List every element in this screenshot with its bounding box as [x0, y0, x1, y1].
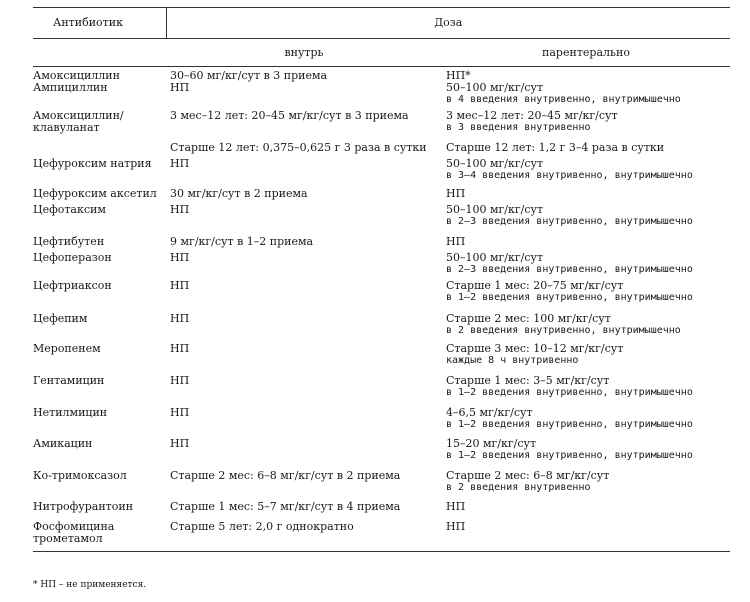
parenteral-dose-cell: [442, 110, 730, 142]
table-row: [33, 438, 730, 470]
table-row: [33, 236, 730, 252]
parenteral-route: в 1–2 введения внутривенно, внутримышечно: [446, 419, 693, 430]
parenteral-dose: НП: [446, 521, 466, 533]
drug-name: Цефуроксим натрия: [33, 158, 152, 170]
parenteral-route: в 3 введения внутривенно: [446, 122, 591, 133]
table-row: [33, 188, 730, 204]
drug-name-cell: [33, 375, 166, 407]
table-row: [33, 142, 730, 158]
drug-name-cell: [33, 142, 166, 158]
header-parenteral: парентерально: [442, 39, 730, 67]
header-oral: внутрь: [166, 39, 442, 67]
oral-dose-cell: НП: [170, 82, 190, 94]
parenteral-dose: Старше 2 мес: 6–8 мг/кг/сут: [446, 470, 610, 482]
drug-name-line2: клавуланат: [33, 121, 100, 134]
table-row: [33, 407, 730, 438]
drug-name-cell: [33, 110, 166, 142]
drug-name: Амоксициллин/: [33, 110, 124, 122]
drug-name: Гентамицин: [33, 375, 105, 387]
table-body: [33, 67, 730, 552]
parenteral-dose-cell: [442, 438, 730, 470]
dosage-table-container: [33, 7, 730, 552]
parenteral-dose-cell: [442, 82, 730, 110]
drug-name: Нитрофурантоин: [33, 501, 134, 513]
dosage-table: [33, 7, 730, 552]
drug-name-cell: [33, 188, 166, 204]
drug-name: Цефтриаксон: [33, 280, 112, 292]
drug-name: Цефуроксим аксетил: [33, 188, 157, 200]
table-row: [33, 313, 730, 343]
parenteral-dose-cell: [442, 407, 730, 438]
parenteral-route: в 2–3 введения внутривенно, внутримышечно: [446, 264, 693, 275]
header-antibiotic: Антибиотик: [33, 8, 166, 39]
oral-dose-cell: Старше 5 лет: 2,0 г однократно: [170, 521, 354, 533]
oral-dose-cell: НП: [170, 204, 190, 216]
parenteral-dose: Старше 1 мес: 20–75 мг/кг/сут: [446, 280, 624, 292]
drug-name: Цефтибутен: [33, 236, 105, 248]
parenteral-route: в 4 введения внутривенно, внутримышечно: [446, 94, 681, 105]
parenteral-dose-cell: [442, 236, 730, 252]
parenteral-dose: Старше 2 мес: 100 мг/кг/сут: [446, 313, 611, 325]
oral-dose-cell: Старше 12 лет: 0,375–0,625 г 3 раза в сутки: [170, 142, 427, 154]
drug-name-cell: [33, 343, 166, 375]
parenteral-dose: 15–20 мг/кг/сут: [446, 438, 537, 450]
oral-dose-cell: НП: [170, 158, 190, 170]
parenteral-dose-cell: [442, 204, 730, 236]
oral-dose-cell: НП: [170, 375, 190, 387]
drug-name-cell: [33, 407, 166, 438]
drug-name-cell: [33, 67, 166, 83]
header-empty: [33, 39, 166, 67]
drug-name-cell: [33, 470, 166, 501]
drug-name: Амикацин: [33, 438, 93, 450]
table-row: [33, 470, 730, 501]
parenteral-route: в 2 введения внутривенно: [446, 482, 591, 493]
drug-name-cell: [33, 521, 166, 551]
drug-name-cell: [33, 158, 166, 188]
parenteral-dose: 50–100 мг/кг/сут: [446, 204, 544, 216]
parenteral-route: в 3–4 введения внутривенно, внутримышечно: [446, 170, 693, 181]
table-row: [33, 521, 730, 551]
parenteral-dose-cell: [442, 158, 730, 188]
oral-dose-cell: 30 мг/кг/сут в 2 приема: [170, 188, 308, 200]
table-row: [33, 252, 730, 280]
table-row: [33, 158, 730, 188]
parenteral-dose: Старше 12 лет: 1,2 г 3–4 раза в сутки: [446, 142, 665, 154]
drug-name-cell: [33, 438, 166, 470]
parenteral-dose: 3 мес–12 лет: 20–45 мг/кг/сут: [446, 110, 618, 122]
parenteral-route: в 1–2 введения внутривенно, внутримышечно: [446, 387, 693, 398]
parenteral-dose: НП: [446, 188, 466, 200]
drug-name-cell: [33, 501, 166, 521]
drug-name-cell: [33, 252, 166, 280]
oral-dose-cell: НП: [170, 280, 190, 292]
parenteral-dose-cell: [442, 280, 730, 313]
parenteral-route: в 1–2 введения внутривенно, внутримышечно: [446, 292, 693, 303]
table-row: [33, 501, 730, 521]
drug-name-cell: [33, 204, 166, 236]
drug-name: Ампициллин: [33, 82, 108, 94]
drug-name: Амоксициллин: [33, 69, 120, 82]
drug-name-cell: [33, 82, 166, 110]
oral-dose-cell: 3 мес–12 лет: 20–45 мг/кг/сут в 3 приема: [170, 110, 409, 122]
table-row: [33, 204, 730, 236]
parenteral-dose-cell: [442, 343, 730, 375]
table-row: [33, 375, 730, 407]
oral-dose-cell: НП: [170, 438, 190, 450]
drug-name: Меропенем: [33, 343, 101, 355]
parenteral-dose: НП: [446, 236, 466, 248]
parenteral-dose-cell: [442, 252, 730, 280]
table-row: [33, 280, 730, 313]
parenteral-dose-cell: [442, 142, 730, 158]
table-row: [33, 343, 730, 375]
oral-dose-cell: НП: [170, 407, 190, 419]
parenteral-dose: Старше 1 мес: 3–5 мг/кг/сут: [446, 375, 610, 387]
table-row: [33, 110, 730, 142]
parenteral-dose-cell: [442, 313, 730, 343]
oral-dose-cell: НП: [170, 252, 190, 264]
drug-name-line2: трометамол: [33, 532, 103, 545]
parenteral-route: в 1–2 введения внутривенно, внутримышечно: [446, 450, 693, 461]
parenteral-dose: Старше 3 мес: 10–12 мг/кг/сут: [446, 343, 624, 355]
parenteral-dose: 50–100 мг/кг/сут: [446, 158, 544, 170]
drug-name-cell: [33, 280, 166, 313]
header-dose: Доза: [166, 8, 730, 39]
drug-name: Нетилмицин: [33, 407, 108, 419]
oral-dose-cell: 30–60 мг/кг/сут в 3 приема: [170, 69, 328, 82]
drug-name-cell: [33, 236, 166, 252]
parenteral-dose-cell: [442, 521, 730, 551]
parenteral-route: в 2 введения внутривенно, внутримышечно: [446, 325, 681, 336]
drug-name: Цефоперазон: [33, 252, 112, 264]
parenteral-dose-cell: [442, 67, 730, 83]
drug-name-cell: [33, 313, 166, 343]
parenteral-route: каждые 8 ч внутривенно: [446, 355, 579, 366]
parenteral-dose-cell: [442, 470, 730, 501]
parenteral-route: в 2–3 введения внутривенно, внутримышечно: [446, 216, 693, 227]
drug-name: Цефотаксим: [33, 204, 106, 216]
table-row: [33, 82, 730, 110]
parenteral-dose-cell: [442, 501, 730, 521]
drug-name: Фосфомицина: [33, 521, 115, 533]
footnote: * НП – не применяется.: [33, 580, 147, 590]
oral-dose-cell: 9 мг/кг/сут в 1–2 приема: [170, 236, 314, 248]
table-row: [33, 67, 730, 83]
oral-dose-cell: НП: [170, 343, 190, 355]
drug-name: Ко-тримоксазол: [33, 470, 127, 482]
oral-dose-cell: Старше 2 мес: 6–8 мг/кг/сут в 2 приема: [170, 470, 401, 482]
oral-dose-cell: НП: [170, 313, 190, 325]
oral-dose-cell: Старше 1 мес: 5–7 мг/кг/сут в 4 приема: [170, 501, 401, 513]
parenteral-dose-cell: [442, 188, 730, 204]
parenteral-dose: 50–100 мг/кг/сут: [446, 82, 544, 94]
parenteral-dose: 50–100 мг/кг/сут: [446, 252, 544, 264]
parenteral-dose-cell: [442, 375, 730, 407]
parenteral-dose: НП*: [446, 69, 471, 82]
parenteral-dose: 4–6,5 мг/кг/сут: [446, 407, 533, 419]
drug-name: Цефепим: [33, 313, 88, 325]
parenteral-dose: НП: [446, 501, 466, 513]
